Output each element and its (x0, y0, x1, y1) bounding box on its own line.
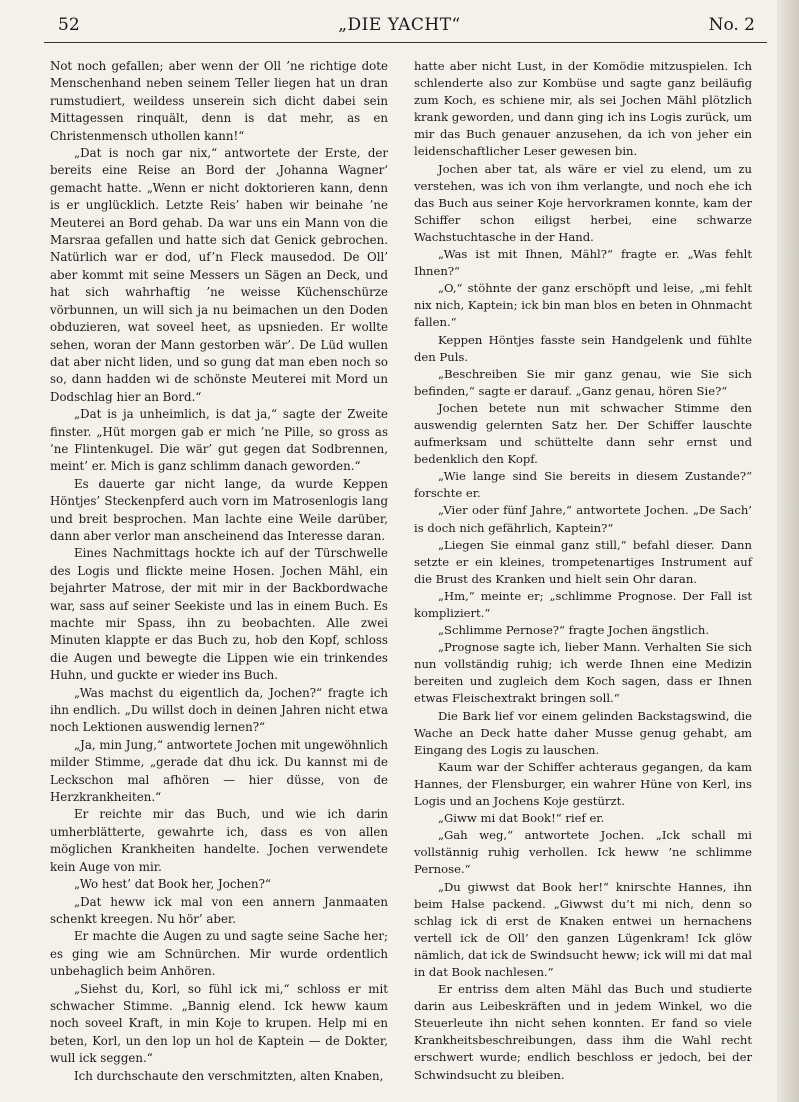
paragraph: Die Bark lief vor einem gelinden Backstagswind, die Wache an Deck hatte daher Musse genug gehabt, am Eingang des Logis zu lauschen. (414, 708, 752, 757)
paragraph: „Gah weg,“ antwortete Jochen. „Ick schall mi vollstännig ruhig verhollen. Ick heww ’ne schlimme Pernose.“ (414, 828, 752, 877)
right-column (414, 58, 752, 1084)
page-header (44, 12, 755, 40)
left-column (50, 58, 388, 1085)
paragraph: „Giww mi dat Book!“ rief er. (438, 811, 605, 826)
paragraph: „Dat heww ick mal von een annern Janmaaten schenkt kreegen. Nu hör’ aber. (50, 894, 388, 926)
paragraph: „Schlimme Pernose?“ fragte Jochen ängstlich. (438, 623, 710, 638)
page-edge (777, 0, 799, 1102)
paragraph: „Vier oder fünf Jahre,“ antwortete Jochen. „De Sach’ is doch nich gefährlich, Kaptein?“ (414, 503, 752, 535)
paragraph: „Beschreiben Sie mir ganz genau, wie Sie sich befinden,“ sagte er darauf. „Ganz genau, hören Sie?“ (414, 366, 752, 398)
paragraph: Keppen Höntjes fasste sein Handgelenk und fühlte den Puls. (414, 332, 752, 364)
paragraph: Er entriss dem alten Mähl das Buch und studierte darin aus Leibeskräften und in jedem Winkel, wo die Steuerleute ihn nicht sehen konnten. Er fand so viele Krankheitsbeschreibungen, dass ihm die Wahl recht erschwert wurde; endlich beschloss er jedoch, bei der Schwindsucht zu bleiben. (414, 982, 752, 1082)
paragraph: hatte aber nicht Lust, in der Komödie mitzuspielen. Ich schlenderte also zur Kombüse und sagte ganz beiläufig zum Koch, es schiene mir, als sei Jochen Mähl plötzlich krank geworden, und dann ging ich ins Logis zurück, um mir das Buch genauer anzusehen, da ich von jeher ein leidenschaftlicher Leser gewesen bin. (414, 59, 752, 159)
paragraph: „Siehst du, Korl, so fühl ick mi,“ schloss er mit schwacher Stimme. „Bannig elend. Ick heww kaum noch soveel Kraft, in min Koje to krupen. Help mi en beten, Korl, un den lop un hol de Kaptein — de Dokter, wull ick seggen.“ (50, 981, 388, 1066)
paragraph: „Ja, min Jung,“ antwortete Jochen mit ungewöhnlich milder Stimme, „gerade dat dhu ick. Du kannst mi de Leckschon mal afhören — hier düsse, von de Herzkrankheiten.“ (50, 737, 388, 805)
paragraph: Jochen aber tat, als wäre er viel zu elend, um zu verstehen, was ich von ihm verlangte, und noch ehe ich das Buch aus seiner Koje hervorkramen konnte, kam der Schiffer schon eiligst herbei, eine schwarze Wachstuchtasche in der Hand. (414, 161, 752, 244)
issue-number: No. 2 (708, 15, 755, 35)
page-number: 52 (58, 15, 80, 35)
paragraph: „Hm,“ meinte er; „schlimme Prognose. Der Fall ist kompliziert.“ (414, 588, 752, 620)
paragraph: „Prognose sagte ich, lieber Mann. Verhalten Sie sich nun vollständig ruhig; ich werde Ihnen eine Medizin bereiten und zugleich dem Koch sagen, dass er Ihnen etwas Fleischextrakt bringen soll.“ (414, 640, 752, 706)
journal-title: „DIE YACHT“ (338, 15, 461, 35)
paragraph: Er machte die Augen zu und sagte seine Sache her; es ging wie am Schnürchen. Mir wurde ordentlich unbehaglich beim Anhören. (50, 929, 388, 979)
paragraph: Eines Nachmittags hockte ich auf der Türschwelle des Logis und flickte meine Hosen. Jochen Mähl, ein bejahrter Matrose, der mit mir in der Backbordwache war, sass auf seiner Seekiste und las in einem Buch. Es machte mir Spass, ihn zu beobachten. Alle zwei Minuten klappte er das Buch zu, hob den Kopf, schloss die Augen und bewegte die Lippen wie ein trinkendes Huhn, und guckte er wieder ins Buch. (50, 546, 388, 683)
paragraph: „Wie lange sind Sie bereits in diesem Zustande?“ forschte er. (414, 469, 752, 501)
paragraph: Kaum war der Schiffer achteraus gegangen, da kam Hannes, der Flensburger, ein wahrer Hüne von Kerl, ins Logis und an Jochens Koje gestürzt. (414, 759, 752, 809)
paragraph: „Liegen Sie einmal ganz still,“ befahl dieser. Dann setzte er ein kleines, trompetenartiges Instrument auf die Brust des Kranken und hielt sein Ohr daran. (414, 537, 752, 586)
paragraph: „Du giwwst dat Book her!“ knirschte Hannes, ihn beim Halse packend. „Giwwst du’t mi nich, denn so schlag ick di erst de Knaken entwei un hernachens vertell ick de Oll’ den ganzen Lügenkram! Ick glöw nämlich, dat ick de Swindsucht heww; ick will mi dat mal in dat Book nachlesen.“ (414, 879, 752, 979)
paragraph: Ich durchschaute den verschmitzten, alten Knaben, (74, 1068, 384, 1083)
paragraph: „Was ist mit Ihnen, Mähl?“ fragte er. „Was fehlt Ihnen?“ (414, 247, 752, 279)
paragraph: Er reichte mir das Buch, und wie ich darin umherblätterte, gewahrte ich, dass es von allen möglichen Krankheiten handelte. Jochen verwendete kein Auge von mir. (50, 807, 388, 874)
paragraph: Jochen betete nun mit schwacher Stimme den auswendig gelernten Satz her. Der Schiffer lauschte aufmerksam und schüttelte dann sehr ernst und bedenklich den Kopf. (414, 400, 752, 467)
paragraph: Not noch gefallen; aber wenn der Oll ’ne richtige dote Menschenhand neben seinem Teller liegen hat un dran rumstudiert, weildess unserein sich dicht dabei sein Mittagessen rinquält, denn is dat mehr, as en Christenmensch uthollen kann!“ (50, 59, 388, 143)
paragraph: Es dauerte gar nicht lange, da wurde Keppen Höntjes’ Steckenpferd auch vorn im Matrosenlogis lang und breit besprochen. Man lachte eine Weile darüber, dann aber verlor man anscheinend das Interesse daran. (50, 476, 388, 543)
header-rule (44, 42, 767, 43)
paragraph: „Was machst du eigentlich da, Jochen?“ fragte ich ihn endlich. „Du willst doch in deinen Jahren nicht etwa noch Lektionen auswendig lernen?“ (50, 685, 388, 735)
paragraph: „O,“ stöhnte der ganz erschöpft und leise, „mi fehlt nix nich, Kaptein; ick bin man blos en beten in Ohnmacht fallen.“ (414, 281, 752, 330)
paragraph: „Wo hest’ dat Book her, Jochen?“ (74, 877, 271, 892)
paragraph: „Dat is noch gar nix,“ antwortete der Erste, der bereits eine Reise an Bord der ‚Johanna Wagner‘ gemacht hatte. „Wenn er nicht doktorieren kann, denn is er unglücklich. Letzte Reis’ haben wir beinahe ’ne Meuterei an Bord gehab. Da war uns ein Mann von die Marsraa gefallen und hatte sich dat Genick gebrochen. Natürlich war er dod, uf’n Fleck mausedod. De Oll’ aber kommt mit seine Messers un Sägen an Deck, und hat sich wahrhaftig ’ne weisse Küchenschürze vörbunnen, un will sich ja nu beimachen un den Doden obduzieren, wat soveel heet, as upsnieden. Er wollte sehen, woran der Mann gestorben wär’. De Lüd wullen dat aber nicht liden, und so gung dat man eben noch so so, dann hadden wi de schönste Meuterei mit Mord un Dodschlag hier an Bord.“ (50, 146, 388, 404)
paragraph: „Dat is ja unheimlich, is dat ja,“ sagte der Zweite finster. „Hüt morgen gab er mich ’ne Pille, so gross as ’ne Flintenkugel. Die wär’ gut gegen dat Sodbrennen, meint’ er. Mich is ganz schlimm danach geworden.“ (50, 407, 388, 474)
